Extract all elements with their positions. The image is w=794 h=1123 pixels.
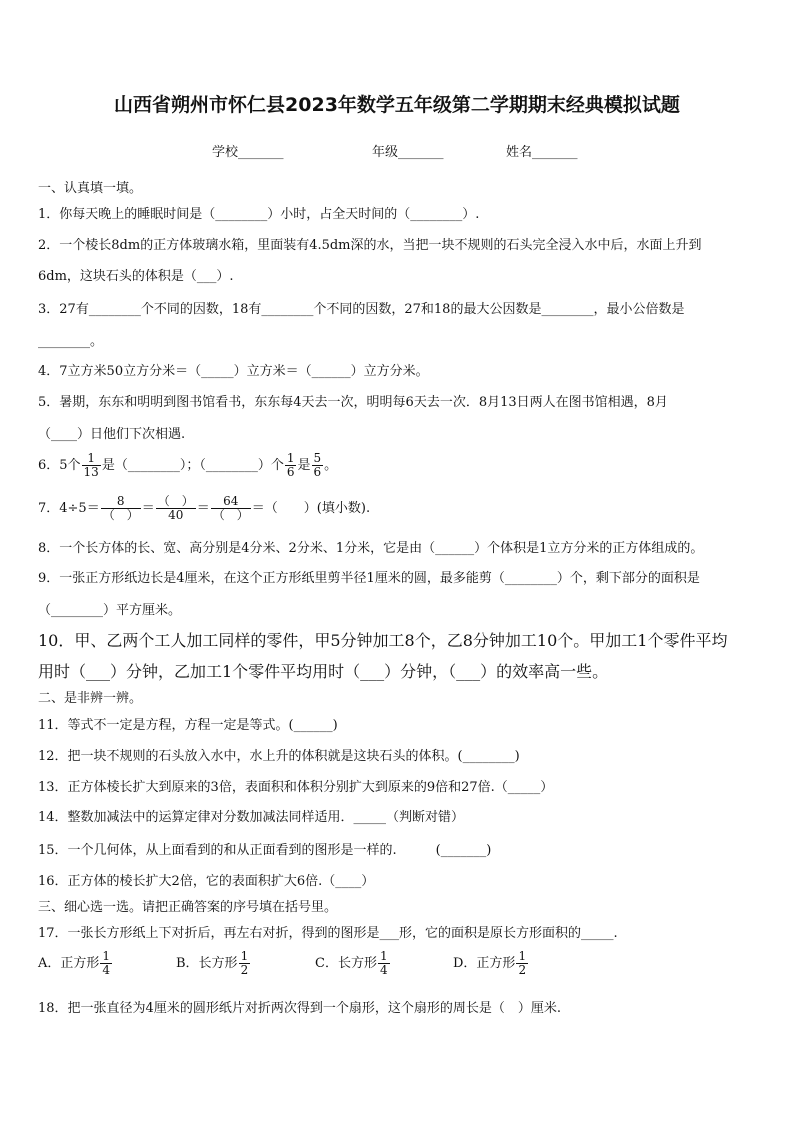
fraction-denominator: 4 <box>102 963 111 977</box>
fraction-64-over-blank <box>211 495 251 522</box>
question-1: 1．你每天晚上的睡眠时间是（________）小时，占全天时间的（________）. <box>38 207 480 222</box>
fraction-numerator: 1 <box>286 451 295 465</box>
q7-equals-1: ＝ <box>141 501 155 516</box>
question-10-line-2: 用时（___）分钟，乙加工1个零件平均用时（___）分钟，（___）的效率高一些。 <box>38 662 609 681</box>
question-3-line-2: ________。 <box>38 334 104 349</box>
option-b-label: B．长方形 <box>176 956 238 971</box>
option-d-label: D．正方形 <box>453 956 516 971</box>
fraction-numerator: 64 <box>211 495 251 509</box>
name-field[interactable]: 姓名_______ <box>506 145 578 160</box>
fraction-denominator: （ ） <box>102 508 139 522</box>
question-14: 14．整数加减法中的运算定律对分数加减法同样适用．_____（判断对错） <box>38 810 465 825</box>
school-field[interactable]: 学校_______ <box>212 145 284 160</box>
fraction-1-6 <box>285 452 297 479</box>
question-5-line-2: （____）日他们下次相遇. <box>38 427 186 442</box>
question-10-line-1: 10．甲、乙两个工人加工同样的零件，甲5分钟加工8个，乙8分钟加工10个。甲加工1个零件平均 <box>38 631 728 650</box>
question-4: 4．7立方米50立方分米＝（_____）立方米＝（______）立方分米。 <box>38 364 429 379</box>
fraction-1-13 <box>82 452 101 479</box>
fraction-numerator: 1 <box>102 949 111 963</box>
option-a-label: A．正方形 <box>38 956 100 971</box>
question-8: 8．一个长方体的长、宽、高分别是4分米、2分米、1分米，它是由（______）个体积是1立方分米的正方体组成的。 <box>38 541 704 556</box>
question-9-line-2: （________）平方厘米。 <box>38 603 182 618</box>
section-heading-3: 三、细心选一选。请把正确答案的序号填在括号里。 <box>38 900 338 915</box>
question-3-line-1: 3．27有________个不同的因数，18有________个不同的因数，27和18的最大公因数是________，最小公倍数是 <box>38 302 685 317</box>
question-5-line-1: 5．暑期，东东和明明到图书馆看书，东东每4天去一次，明明每6天去一次．8月13日两人在图书馆相遇，8月 <box>38 395 668 410</box>
option-d[interactable] <box>453 950 529 977</box>
question-13: 13．正方体棱长扩大到原来的3倍，表面积和体积分别扩大到原来的9倍和27倍.（_____） <box>38 780 554 795</box>
fraction-denominator: （ ） <box>212 508 249 522</box>
fraction-denominator: 6 <box>313 465 322 479</box>
grade-field[interactable]: 年级_______ <box>372 145 444 160</box>
question-18: 18．把一张直径为4厘米的圆形纸片对折两次得到一个扇形，这个扇形的周长是（ ）厘米. <box>38 1001 561 1016</box>
q6-text-1: 6．5个 <box>38 458 81 473</box>
fraction-denominator: 40 <box>168 508 184 522</box>
question-9-line-1: 9．一张正方形纸边长是4厘米，在这个正方形纸里剪半径1厘米的圆，最多能剪（________）个，剩下部分的面积是 <box>38 571 700 586</box>
question-6 <box>38 452 764 479</box>
option-b[interactable] <box>176 950 251 977</box>
question-11: 11．等式不一定是方程，方程一定是等式。(______) <box>38 718 338 733</box>
option-c[interactable] <box>315 950 391 977</box>
question-2-line-2: 6dm，这块石头的体积是（___）. <box>38 269 234 284</box>
exam-title: 山西省朔州市怀仁县2023年数学五年级第二学期期末经典模拟试题 <box>114 94 680 116</box>
option-a[interactable] <box>38 950 113 977</box>
q6-text-2: 是（________）；（________）个 <box>101 458 284 473</box>
fraction-numerator: 5 <box>313 451 322 465</box>
question-17: 17．一张长方形纸上下对折后，再左右对折，得到的图形是___形，它的面积是原长方形面积的_____. <box>38 926 618 941</box>
option-d-fraction <box>516 950 528 977</box>
question-12: 12．把一块不规则的石头放入水中，水上升的体积就是这块石头的体积。(________) <box>38 749 520 764</box>
fraction-denominator: 13 <box>83 465 99 479</box>
question-7 <box>38 495 764 522</box>
option-a-fraction <box>100 950 112 977</box>
question-17-options <box>38 950 764 990</box>
q7-equals-2: ＝ <box>196 501 210 516</box>
q7-text-2: ＝（ ）(填小数). <box>251 501 371 516</box>
fraction-numerator: 1 <box>518 949 527 963</box>
fraction-numerator: 1 <box>379 949 388 963</box>
fraction-numerator: 1 <box>240 949 249 963</box>
section-heading-1: 一、认真填一填。 <box>38 181 143 196</box>
section-heading-2: 二、是非辨一辨。 <box>38 691 143 706</box>
option-b-fraction <box>239 950 251 977</box>
option-c-fraction <box>378 950 390 977</box>
fraction-8-over-blank <box>101 495 141 522</box>
option-c-label: C．长方形 <box>315 956 377 971</box>
fraction-numerator: 1 <box>82 452 101 466</box>
question-2-line-1: 2．一个棱长8dm的正方体玻璃水箱，里面装有4.5dm深的水，当把一块不规则的石头完全浸入水中后，水面上升到 <box>38 238 702 253</box>
question-15: 15．一个几何体，从上面看到的和从正面看到的图形是一样的. (_______) <box>38 843 492 858</box>
fraction-denominator: 2 <box>518 963 527 977</box>
fraction-5-6 <box>312 452 324 479</box>
fraction-denominator: 2 <box>240 963 249 977</box>
fraction-denominator: 6 <box>286 465 295 479</box>
fraction-numerator: （ ） <box>157 494 194 508</box>
fraction-blank-over-40 <box>156 495 196 522</box>
q6-text-4: 。 <box>324 458 338 473</box>
q6-text-3: 是 <box>297 458 311 473</box>
fraction-numerator: 8 <box>101 495 141 509</box>
q7-text-1: 7．4÷5＝ <box>38 501 100 516</box>
question-16: 16．正方体的棱长扩大2倍，它的表面积扩大6倍.（____） <box>38 874 375 889</box>
fraction-denominator: 4 <box>379 963 388 977</box>
